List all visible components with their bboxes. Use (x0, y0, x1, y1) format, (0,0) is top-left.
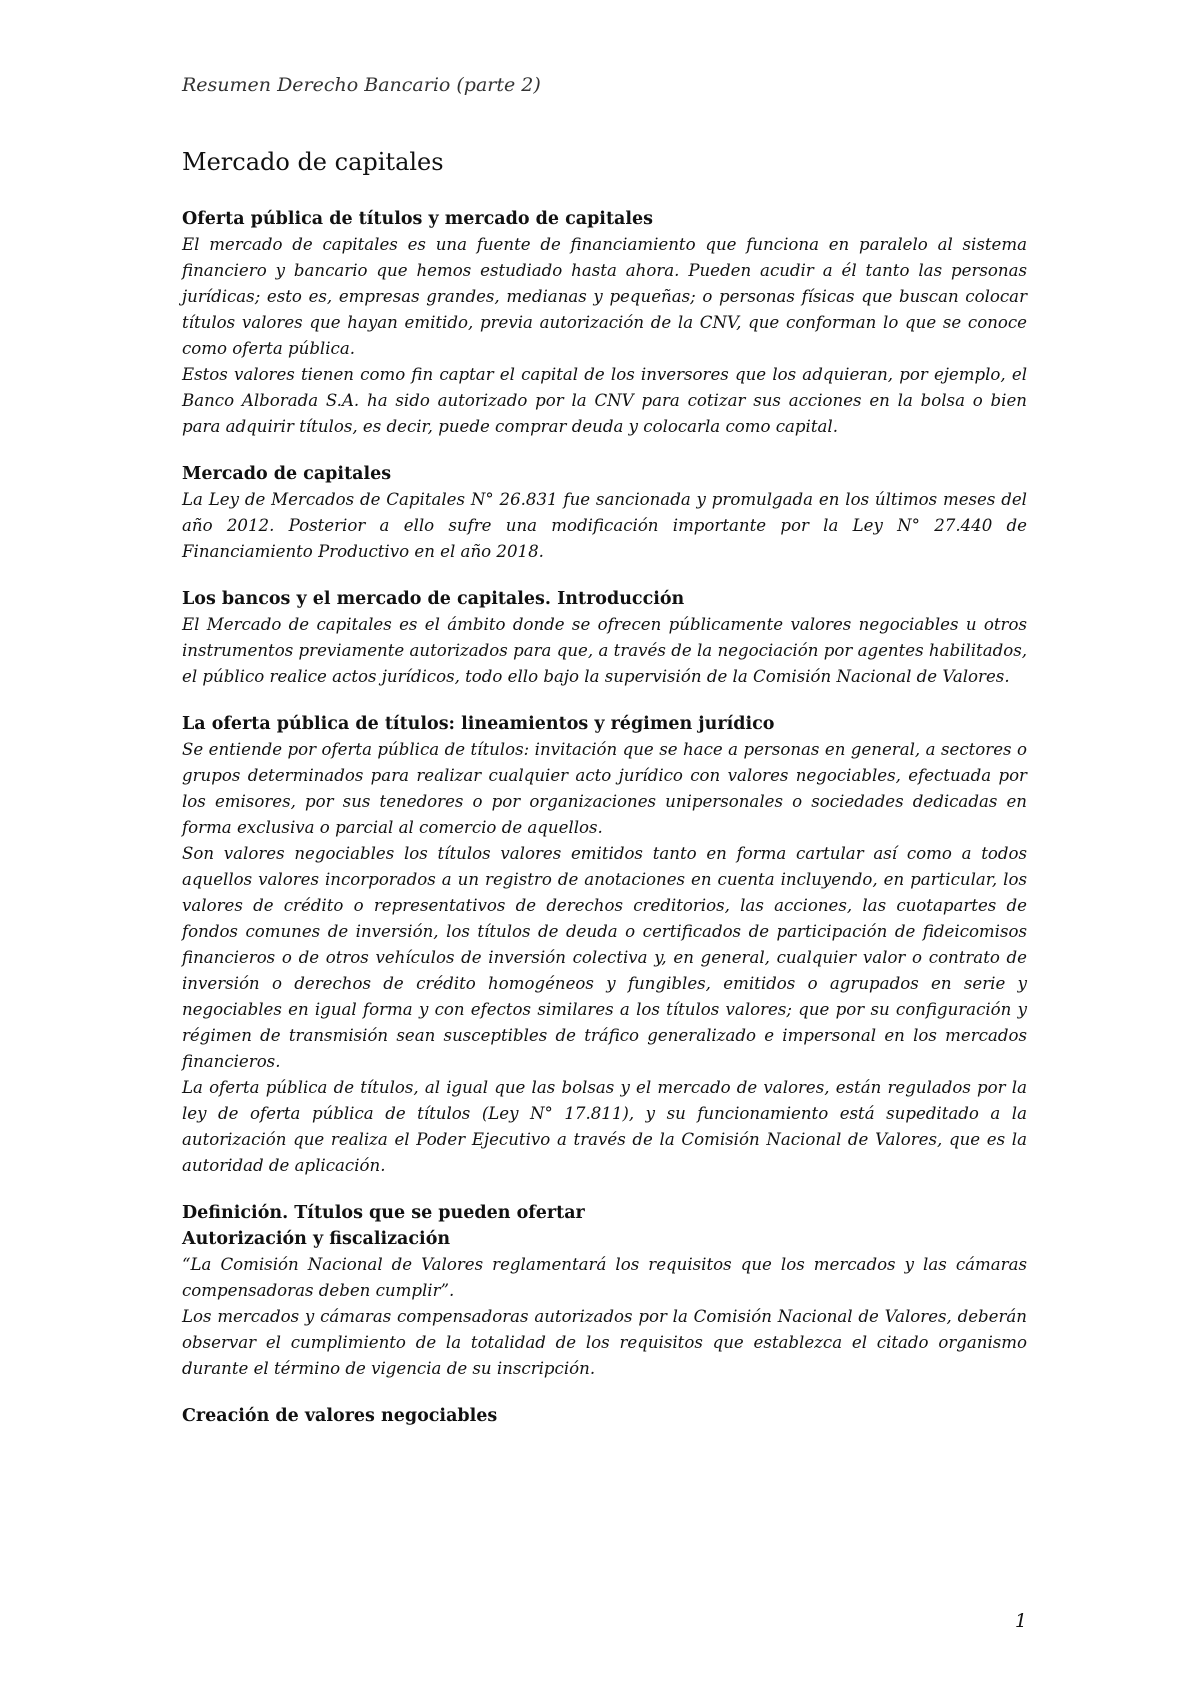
section-heading: Oferta pública de títulos y mercado de capitales (182, 209, 654, 229)
section-oferta-publica (182, 206, 1027, 440)
running-header: Resumen Derecho Bancario (parte 2) (182, 74, 541, 96)
section-bancos-introduccion (182, 586, 1027, 690)
section-subheading: Autorización y fiscalización (182, 1229, 451, 1249)
quote-paragraph: “La Comisión Nacional de Valores reglamentará los requisitos que los mercados y las cámaras compensadoras deben cumplir”. (182, 1255, 1027, 1300)
section-heading: Mercado de capitales (182, 464, 392, 484)
paragraph: Estos valores tienen como fin captar el capital de los inversores que los adquieran, por ejemplo, el Banco Alborada S.A. ha sido autorizado por la CNV para cotizar sus acciones en la bolsa o bien para adquirir títulos, es decir, puede comprar deuda y colocarla como capital. (182, 365, 1027, 436)
section-creacion-valores (182, 1403, 1027, 1429)
page-number: 1 (1014, 1610, 1027, 1632)
document-page (182, 0, 1027, 1698)
section-oferta-lineamientos (182, 711, 1027, 1179)
paragraph: Se entiende por oferta pública de títulos: invitación que se hace a personas en general, a sectores o grupos determinados para realizar cualquier acto jurídico con valores negociables, efectuada por los emisores, por sus tenedores o por organizaciones unipersonales o sociedades dedicadas en forma exclusiva o parcial al comercio de aquellos. (182, 740, 1027, 837)
paragraph: El Mercado de capitales es el ámbito donde se ofrecen públicamente valores negociables u otros instrumentos previamente autorizados para que, a través de la negociación por agentes habilitados, el público realice actos jurídicos, todo ello bajo la supervisión de la Comisión Nacional de Valores. (182, 615, 1027, 686)
section-mercado-de-capitales (182, 461, 1027, 565)
document-body (182, 206, 1027, 1450)
paragraph: La Ley de Mercados de Capitales N° 26.831 fue sancionada y promulgada en los últimos meses del año 2012. Posterior a ello sufre una modificación importante por la Ley N° 27.440 de Financiamiento Productivo en el año 2018. (182, 490, 1027, 561)
section-definicion-titulos (182, 1200, 1027, 1382)
section-heading: Los bancos y el mercado de capitales. Introducción (182, 589, 685, 609)
page-title: Mercado de capitales (182, 148, 444, 176)
paragraph: El mercado de capitales es una fuente de financiamiento que funciona en paralelo al sistema financiero y bancario que hemos estudiado hasta ahora. Pueden acudir a él tanto las personas jurídicas; esto es, empresas grandes, medianas y pequeñas; o personas físicas que buscan colocar títulos valores que hayan emitido, previa autorización de la CNV, que conforman lo que se conoce como oferta pública. (182, 235, 1027, 358)
paragraph: Son valores negociables los títulos valores emitidos tanto en forma cartular así como a todos aquellos valores incorporados a un registro de anotaciones en cuenta incluyendo, en particular, los valores de crédito o representativos de derechos creditorios, las acciones, las cuotapartes de fondos comunes de inversión, los títulos de deuda o certificados de participación de fideicomisos financieros o de otros vehículos de inversión colectiva y, en general, cualquier valor o contrato de inversión o derechos de crédito homogéneos y fungibles, emitidos o agrupados en serie y negociables en igual forma y con efectos similares a los títulos valores; que por su configuración y régimen de transmisión sean susceptibles de tráfico generalizado e impersonal en los mercados financieros. (182, 844, 1027, 1071)
paragraph: La oferta pública de títulos, al igual que las bolsas y el mercado de valores, están regulados por la ley de oferta pública de títulos (Ley N° 17.811), y su funcionamiento está supeditado a la autorización que realiza el Poder Ejecutivo a través de la Comisión Nacional de Valores, que es la autoridad de aplicación. (182, 1078, 1027, 1175)
section-heading: La oferta pública de títulos: lineamientos y régimen jurídico (182, 714, 775, 734)
section-heading: Creación de valores negociables (182, 1406, 498, 1426)
section-heading: Definición. Títulos que se pueden ofertar (182, 1203, 585, 1223)
paragraph: Los mercados y cámaras compensadoras autorizados por la Comisión Nacional de Valores, deberán observar el cumplimiento de la totalidad de los requisitos que establezca el citado organismo durante el término de vigencia de su inscripción. (182, 1307, 1027, 1378)
